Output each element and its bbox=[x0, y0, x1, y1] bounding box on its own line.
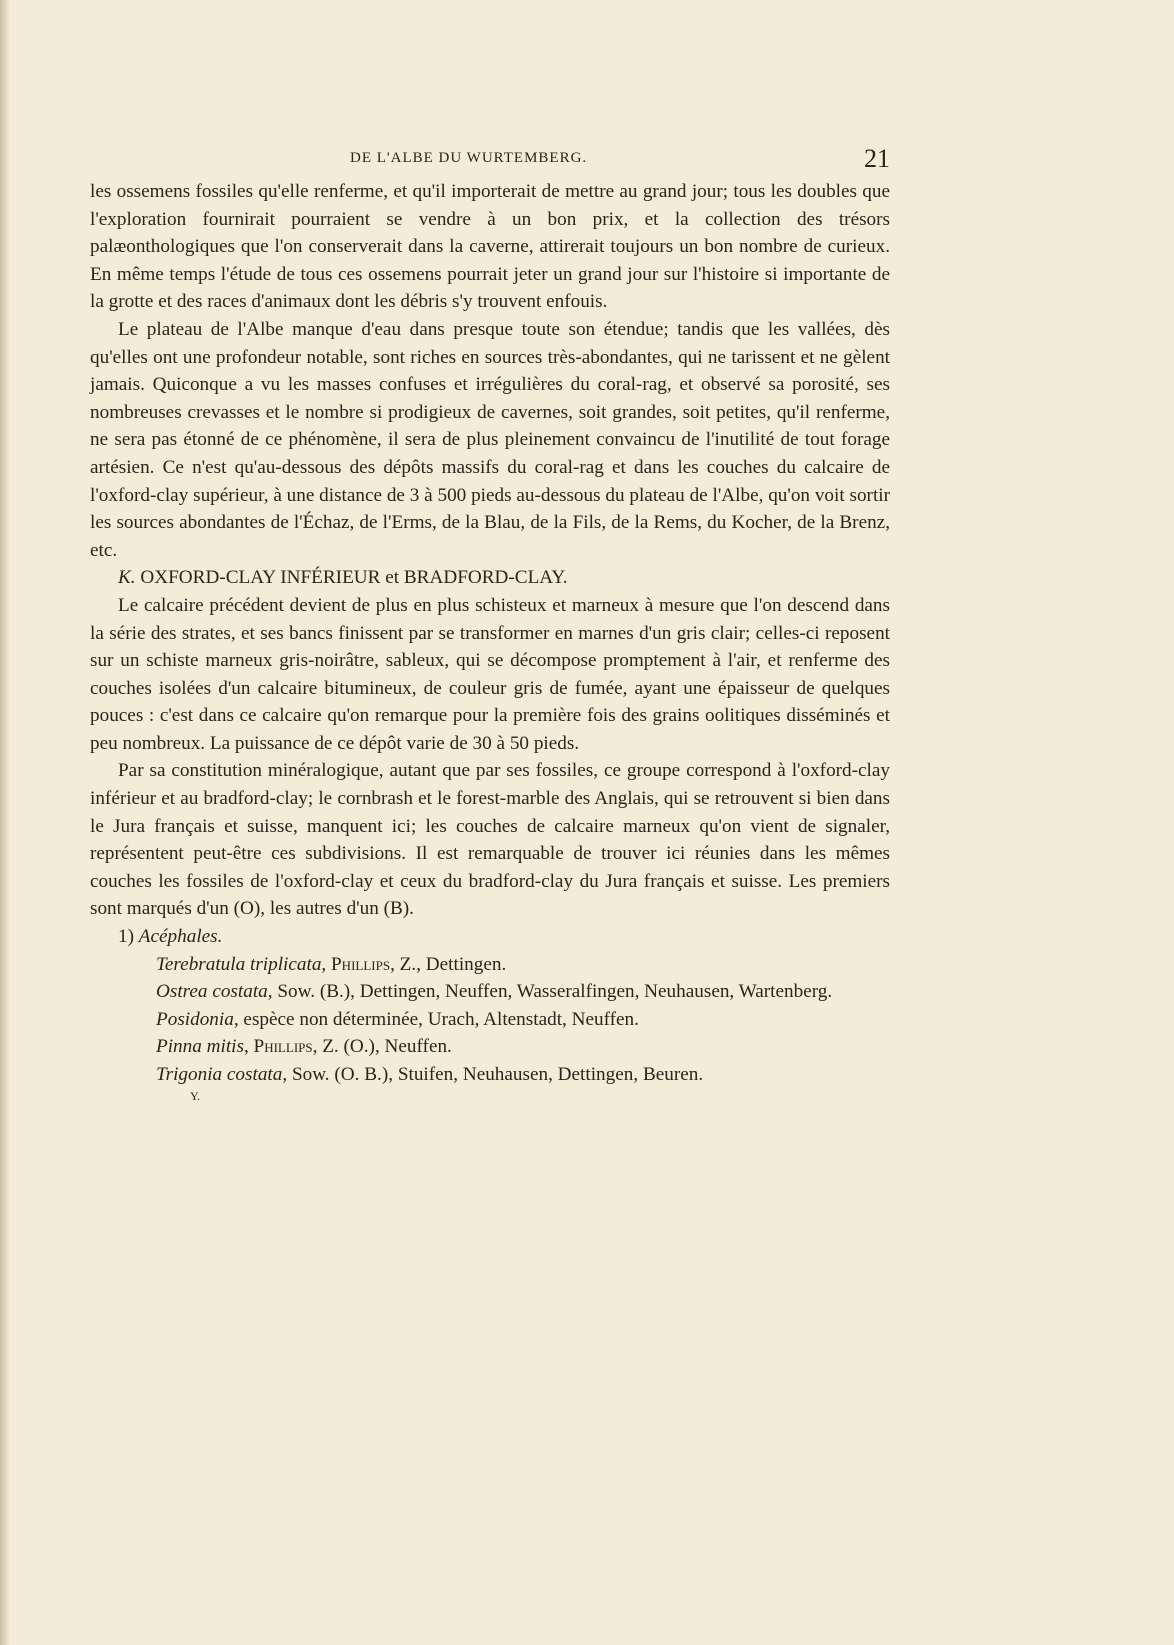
section-title: OXFORD-CLAY INFÉRIEUR et BRADFORD-CLAY. bbox=[140, 567, 568, 589]
species-author: Phillips bbox=[331, 953, 391, 975]
signature-mark: Y. bbox=[190, 1088, 201, 1103]
header-title: DE L'ALBE DU WURTEMBERG. bbox=[350, 150, 588, 166]
species-name: Trigonia costata bbox=[156, 1064, 283, 1085]
list-item: Terebratula triplicata, Phillips, Z., Dettingen. bbox=[156, 953, 507, 975]
species-name: Pinna mitis bbox=[156, 1036, 244, 1058]
paragraph-4: Par sa constitution minéralogique, autant que par ses fossiles, ce groupe correspond à l'oxford-clay inférieur et au bradford-clay; le cornbrash et le forest-marble des Anglais, qui se retrouvent si bien dans le Jura français et suisse, manquent ici; les couches de calcaire marneux qu'on vient de signaler, représentent peut-être ces subdivisions. Il est remarquable de trouver ici réunies dans les mêmes couches les fossiles de l'oxford-clay et ceux du bradford-clay du Jura français et suisse. Les premiers sont marqués d'un (O), les autres d'un (B). bbox=[90, 760, 890, 920]
species-author: Phillips bbox=[253, 1036, 313, 1058]
list-item: Ostrea costata, Sow. (B.), Dettingen, Neuffen, Wasseralfingen, Neuhausen, Wartenberg. bbox=[156, 981, 833, 1003]
section-heading bbox=[90, 564, 890, 592]
paragraph-2: Le plateau de l'Albe manque d'eau dans presque toute son étendue; tandis que les vallées, dès qu'elles ont une profondeur notable, sont riches en sources très-abondantes, qui ne tarissent et ne gèlent jamais. Quiconque a vu les masses confuses et irrégulières du coral-rag, et observé sa porosité, ses nombreuses crevasses et le nombre si prodigieux de cavernes, soit grandes, soit petites, qu'il renferme, ne sera pas étonné de ce phénomène, il sera de plus pleinement convaincu de l'inutilité de tout forage artésien. Ce n'est qu'au-dessous des dépôts massifs du coral-rag et dans les couches du calcaire de l'oxford-clay supérieur, à une distance de 3 à 500 pieds au-dessous du plateau de l'Albe, qu'on voit sortir les sources abondantes de l'Échaz, de l'Erms, de la Blau, de la Fils, de la Rems, du Kocher, de la Brenz, etc. bbox=[90, 318, 890, 561]
species-details: , Z. (O.), Neuffen. bbox=[312, 1036, 452, 1058]
paragraph-3: Le calcaire précédent devient de plus en plus schisteux et marneux à mesure que l'on descend dans la série des strates, et ses bancs finissent par se transformer en marnes d'un gris clair; celles-ci reposent sur un schiste marneux gris-noirâtre, sableux, qui se décompose promptement à l'air, et renferme des couches isolées d'un calcaire bitumineux, de couleur gris de fumée, ayant une épaisseur de quelques pouces : c'est dans ce calcaire qu'on remarque pour la première fois des grains oolitiques disséminés et peu nombreux. La puissance de ce dépôt varie de 30 à 50 pieds. bbox=[90, 594, 890, 754]
species-name: Posidonia bbox=[156, 1008, 234, 1030]
body-text bbox=[90, 178, 890, 1103]
species-author: Sow. bbox=[291, 1064, 330, 1085]
species-details: , Z., Dettingen. bbox=[390, 953, 507, 975]
list-heading bbox=[90, 923, 890, 951]
species-name: Ostrea costata bbox=[156, 981, 268, 1003]
list-category: Acéphales. bbox=[138, 926, 223, 948]
species-name: Terebratula triplicata bbox=[156, 953, 322, 975]
paragraph-1: les ossemens fossiles qu'elle renferme, et qu'il importerait de mettre au grand jour; tous les doubles que l'exploration fournirait pourraient se vendre à un bon prix, et la collection des trésors palæonthologiques que l'on conserverait dans la caverne, attirerait toujours un bon nombre de curieux. En même temps l'étude de tous ces ossemens pourrait jeter un grand jour sur l'histoire si importante de la grotte et des races d'animaux dont les débris s'y trouvent enfouis. bbox=[90, 181, 890, 313]
species-details: (B.), Dettingen, Neuffen, Wasseralfingen, Neuhausen, Wartenberg. bbox=[315, 981, 833, 1003]
list-number: 1) bbox=[118, 926, 134, 948]
species-details: , espèce non déterminée, Urach, Altenstadt, Neuffen. bbox=[233, 1008, 639, 1030]
species-author: Sow. bbox=[277, 981, 316, 1003]
running-header bbox=[90, 144, 890, 176]
list-item: Trigonia costata, Sow. (O. B.), Stuifen, Neuhausen, Dettingen, Beuren. bbox=[156, 1064, 704, 1085]
page-number: 21 bbox=[864, 144, 890, 173]
section-letter: K. bbox=[118, 567, 136, 589]
species-details: (O. B.), Stuifen, Neuhausen, Dettingen, Beuren. bbox=[329, 1064, 704, 1085]
list-item bbox=[90, 1006, 890, 1034]
list-item: Pinna mitis, Phillips, Z. (O.), Neuffen. bbox=[156, 1036, 452, 1058]
page-edge-shadow bbox=[0, 0, 10, 1645]
